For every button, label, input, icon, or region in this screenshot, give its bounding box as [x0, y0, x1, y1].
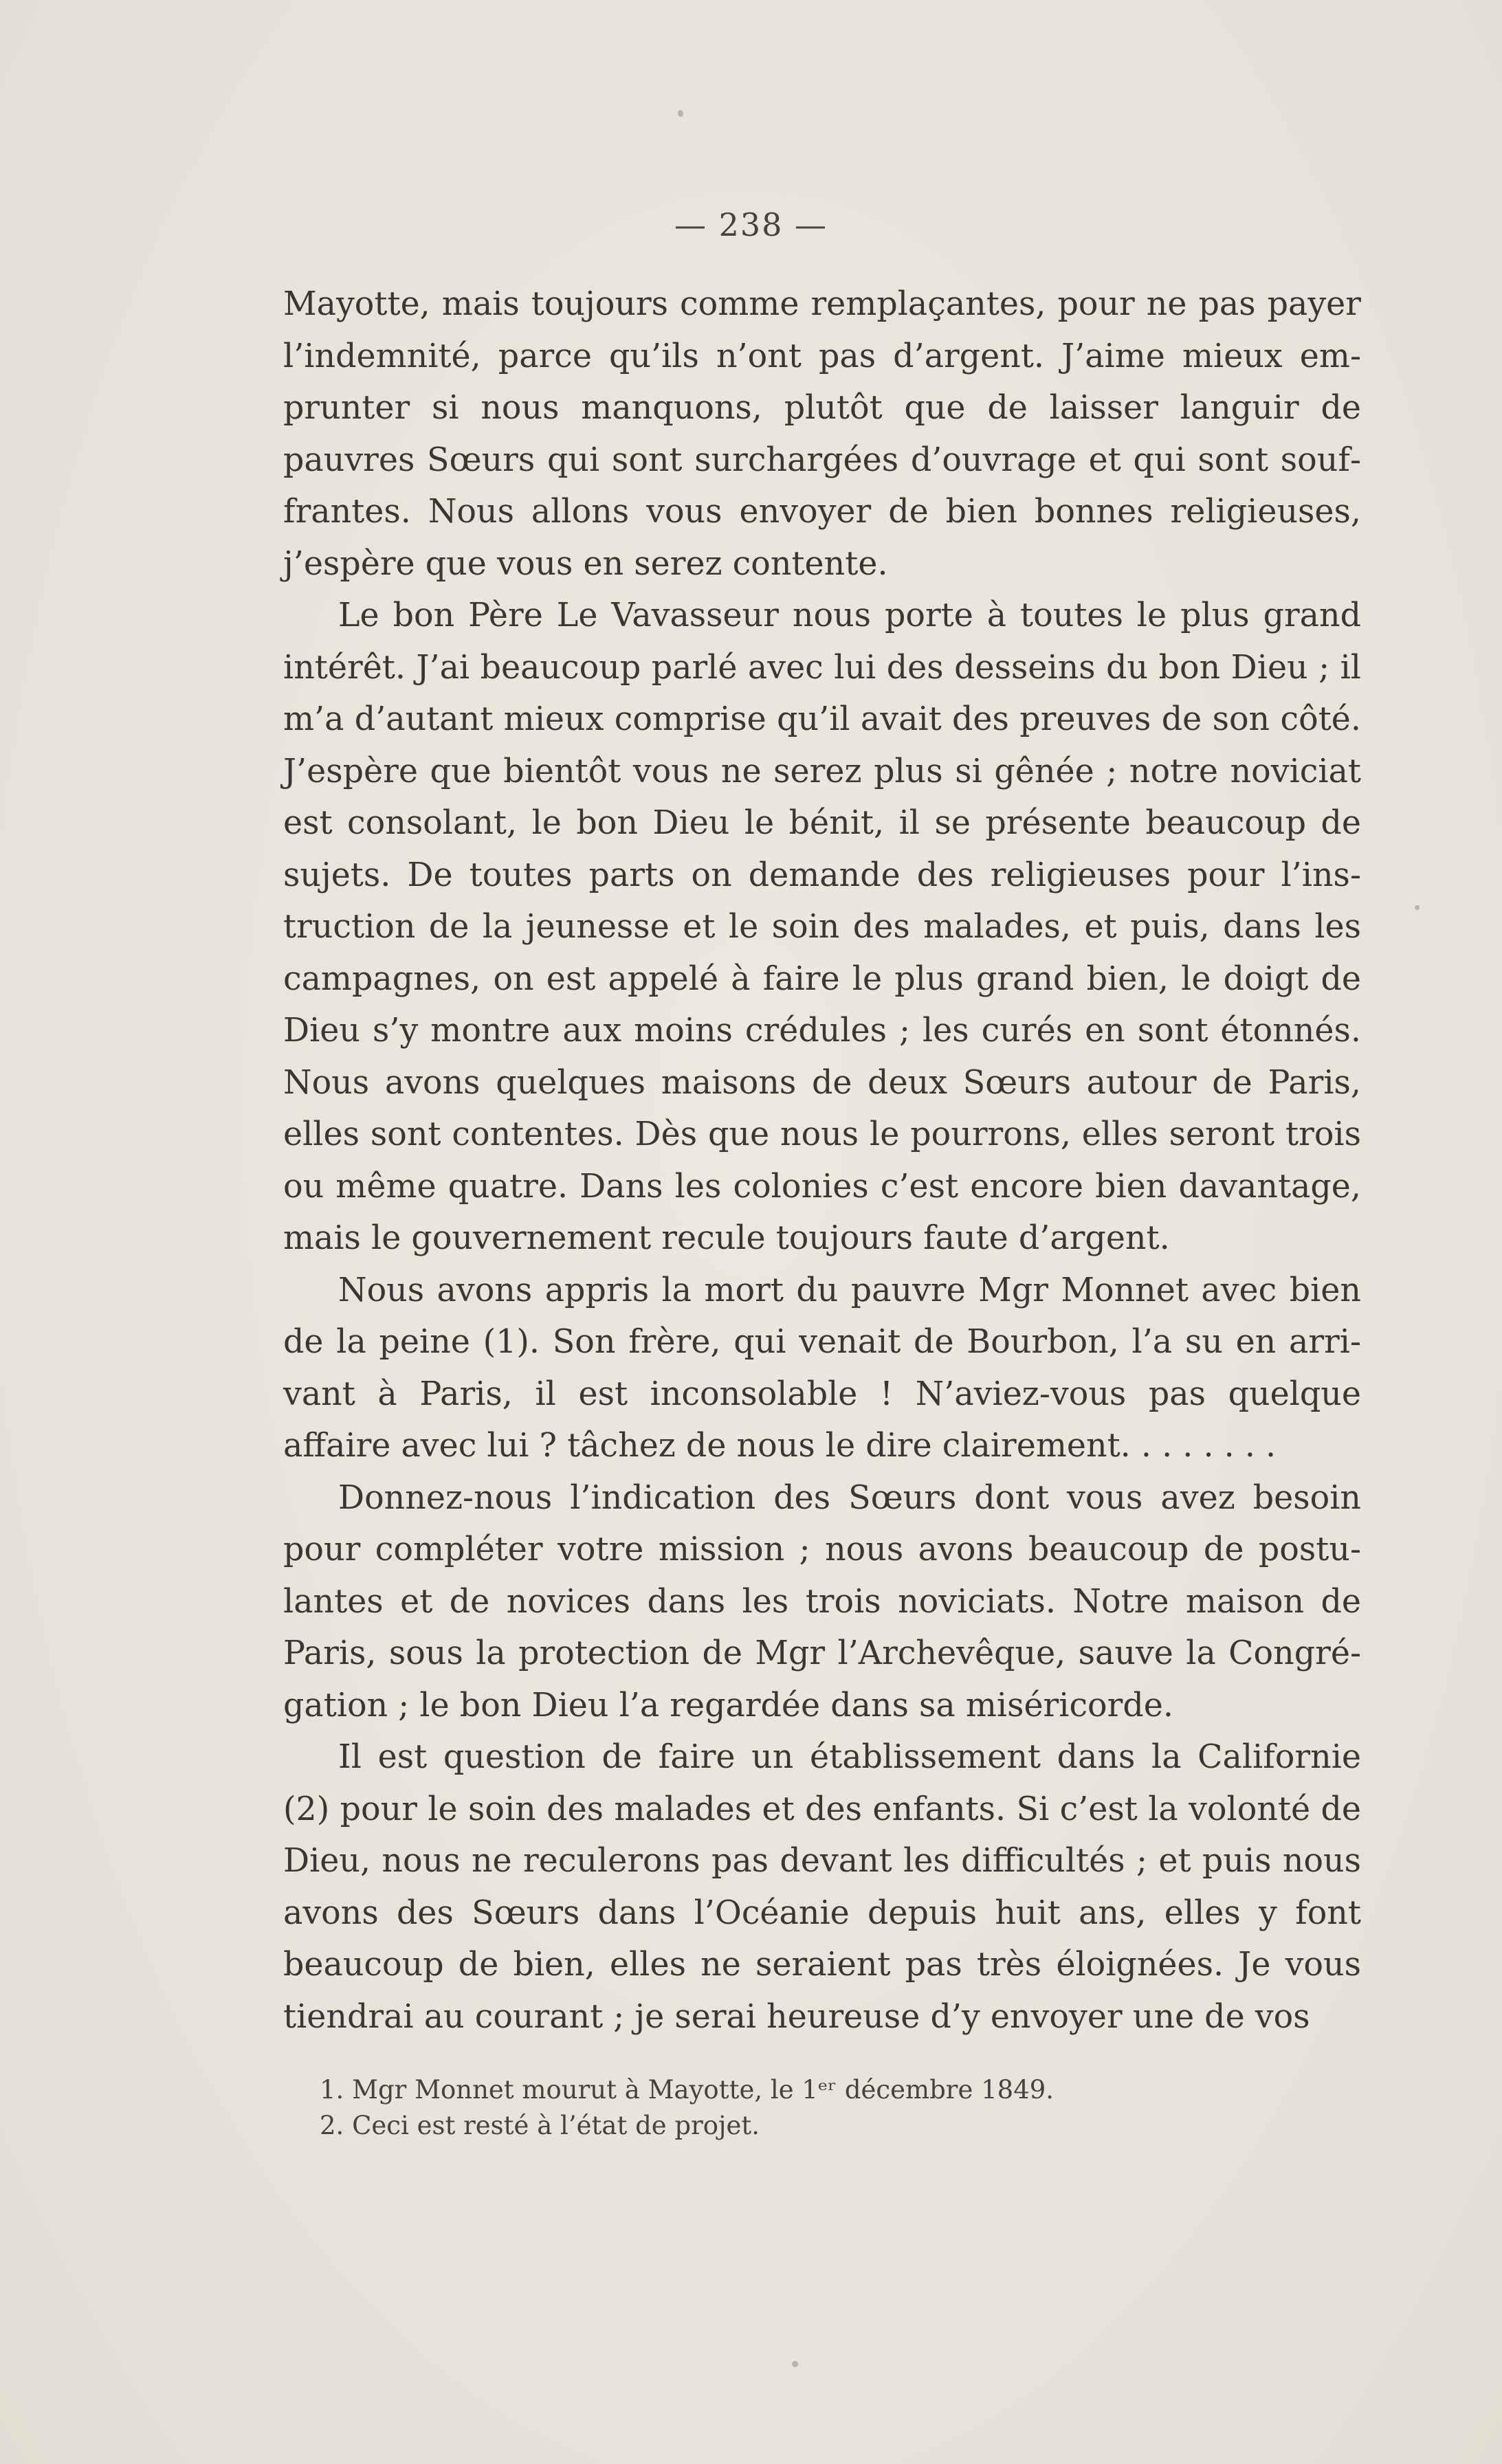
paper-speck	[678, 110, 683, 117]
body-text	[283, 278, 1361, 2043]
paper-speck	[792, 2361, 798, 2367]
footnote: 2. Ceci est resté à l’état de projet.	[320, 2111, 760, 2140]
paragraph: Donnez-nous l’indication des Sœurs dont vous avez besoin pour compléter votre mission ; nous avons beaucoup de postulantes et de novices dans les trois noviciats. Notre maison de Paris, sous la protection de Mgr l’Archevêque, sauve la Congrégation ; le bon Dieu l’a regardée dans sa miséricorde.	[283, 1478, 1361, 1724]
paragraph: Le bon Père Le Vavasseur nous porte à toutes le plus grand intérêt. J’ai beaucoup parlé avec lui des desseins du bon Dieu ; il m’a d’autant mieux comprise qu’il avait des preuves de son côté. J’espère que bientôt vous ne serez plus si gênée ; notre noviciat est consolant, le bon Dieu le bénit, il se présente beaucoup de sujets. De toutes parts on demande des religieuses pour l’instruction de la jeunesse et le soin des malades, et puis, dans les campagnes, on est appelé à faire le plus grand bien, le doigt de Dieu s’y montre aux moins crédules ; les curés en sont étonnés. Nous avons quelques maisons de deux Sœurs autour de Paris, elles sont contentes. Dès que nous le pourrons, elles seront trois ou même quatre. Dans les colonies c’est encore bien davantage, mais le gouvernement recule toujours faute d’argent.	[283, 597, 1361, 1257]
paragraph: Nous avons appris la mort du pauvre Mgr Monnet avec bien de la peine (1). Son frère, qui venait de Bourbon, l’a su en arrivant à Paris, il est inconsolable ! N’aviez-vous pas quelque affaire avec lui ? tâchez de nous le dire clairement. . . . . . . .	[283, 1271, 1361, 1465]
page-number: — 238 —	[674, 206, 828, 243]
paragraph: Mayotte, mais toujours comme remplaçantes, pour ne pas payer l’indemnité, parce qu’ils n’ont pas d’argent. J’aime mieux emprunter si nous manquons, plutôt que de laisser languir de pauvres Sœurs qui sont surchargées d’ouvrage et qui sont souffrantes. Nous allons vous envoyer de bien bonnes religieuses, j’espère que vous en serez contente.	[283, 285, 1361, 583]
footnote: 1. Mgr Monnet mourut à Mayotte, le 1ᵉʳ décembre 1849.	[320, 2075, 1054, 2105]
paper-speck	[1415, 905, 1420, 910]
paragraph: Il est question de faire un établissement dans la Californie (2) pour le soin des malades et des enfants. Si c’est la volonté de Dieu, nous ne reculerons pas devant les difficultés ; et puis nous avons des Sœurs dans l’Océanie depuis huit ans, elles y font beaucoup de bien, elles ne seraient pas très éloignées. Je vous tiendrai au courant ; je serai heureuse d’y envoyer une de vos	[283, 1738, 1361, 2036]
footnotes	[320, 2072, 1351, 2144]
